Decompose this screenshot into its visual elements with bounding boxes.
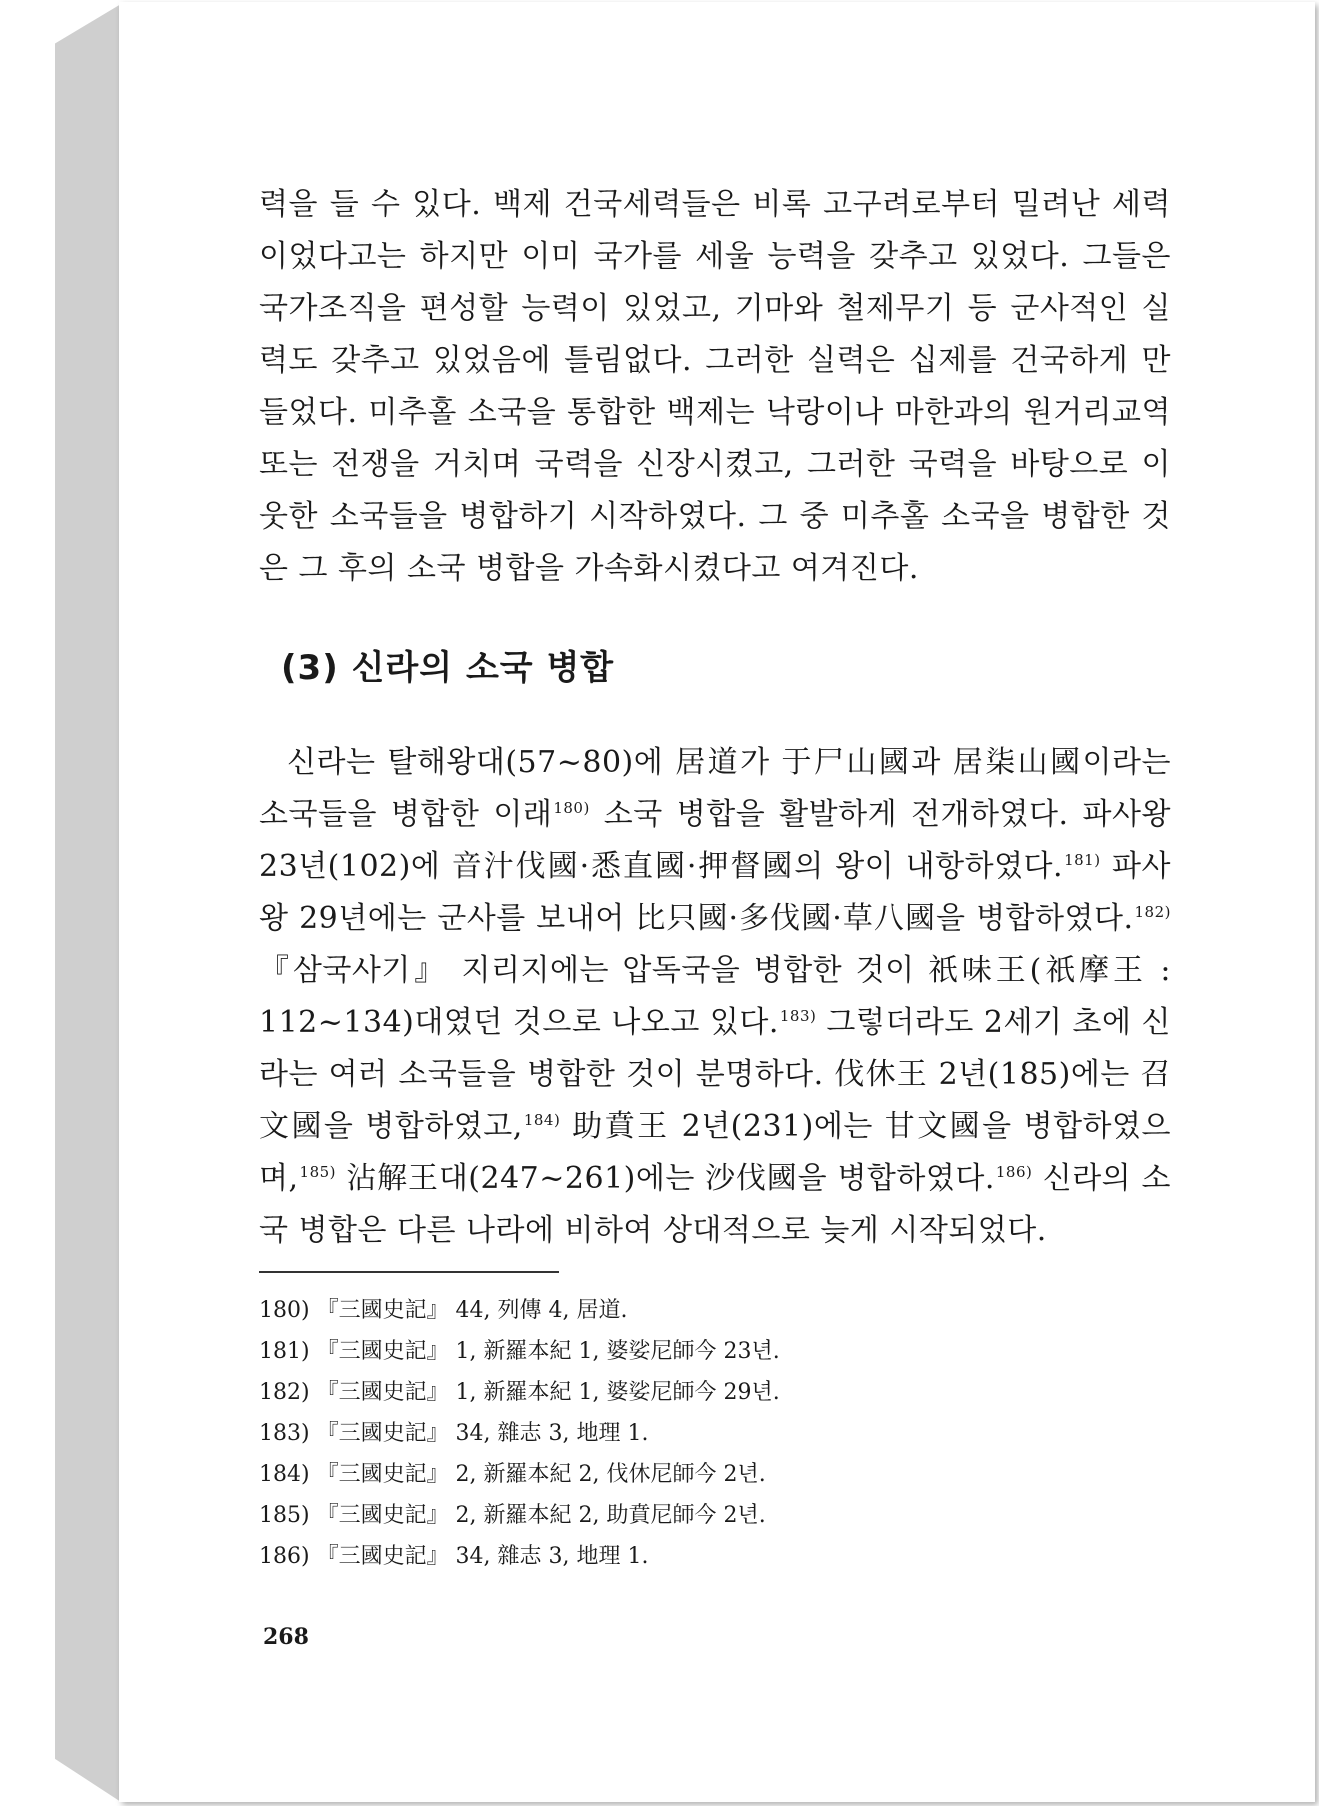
page-number: 268 bbox=[263, 1624, 309, 1650]
footnote-item: 185) 『三國史記』 2, 新羅本紀 2, 助賁尼師今 2년. bbox=[259, 1503, 766, 1528]
footnote-item: 184) 『三國史記』 2, 新羅本紀 2, 伐休尼師今 2년. bbox=[259, 1462, 766, 1487]
body-paragraph-1: 력을 들 수 있다. 백제 건국세력들은 비록 고구려로부터 밀려난 세력이었다고는 하지만 이미 국가를 세울 능력을 갖추고 있었다. 그들은 국가조직을 편성할 능력이 있었고, 기마와 철제무기 등 군사적인 실력도 갖추고 있었음에 틀림없다. 그러한 실력은 십제를 건국하게 만들었다. 미추홀 소국을 통합한 백제는 낙랑이나 마한과의 원거리교역 또는 전쟁을 거치며 국력을 신장시켰고, 그러한 국력을 바탕으로 이웃한 소국들을 병합하기 시작하였다. 그 중 미추홀 소국을 병합한 것은 그 후의 소국 병합을 가속화시켰다고 여겨진다. bbox=[259, 187, 1171, 586]
footnote-item: 181) 『三國史記』 1, 新羅本紀 1, 婆娑尼師今 23년. bbox=[259, 1339, 780, 1364]
book-page-edge bbox=[55, 4, 121, 1802]
footnote-item: 180) 『三國史記』 44, 列傳 4, 居道. bbox=[259, 1298, 628, 1323]
footnote-divider bbox=[259, 1271, 559, 1273]
paragraph-text: 助賁王 2년(231)에는 甘文國을 병합하였으며, bbox=[259, 1109, 1171, 1196]
paragraph-text: 그렇더라도 2세기 초에 신라는 여러 소국들을 병합한 것이 분명하다. 伐休王 2년(185)에는 召文國을 병합하였고, bbox=[259, 1005, 1171, 1144]
footnote-ref-184: 184) bbox=[523, 1111, 561, 1129]
paragraph-text: 파사왕 29년에는 군사를 보내어 比只國·多伐國·草八國을 병합하였다. bbox=[259, 849, 1172, 936]
book-page bbox=[119, 2, 1315, 1802]
paragraph-text: 소국 병합을 활발하게 전개하였다. 파사왕 23년(102)에 音汁伐國·悉直國·押督國의 왕이 내항하였다. bbox=[259, 797, 1171, 884]
footnote-ref-181: 181) bbox=[1064, 851, 1101, 869]
section-heading: (3) 신라의 소국 병합 bbox=[281, 648, 615, 688]
footnote-item: 182) 『三國史記』 1, 新羅本紀 1, 婆娑尼師今 29년. bbox=[259, 1380, 780, 1405]
body-paragraph-2 bbox=[259, 737, 1171, 1257]
footnote-ref-180: 180) bbox=[553, 799, 590, 817]
paragraph-text: 『삼국사기』 지리지에는 압독국을 병합한 것이 祇味王(祇摩王 : 112~134)대였던 것으로 나오고 있다. bbox=[259, 953, 1171, 1040]
paragraph-text: 신라는 탈해왕대(57~80)에 居道가 于尸山國과 居柒山國이라는 소국들을 병합한 이래 bbox=[259, 745, 1171, 832]
paragraph-text: 沾解王대(247~261)에는 沙伐國을 병합하였다. bbox=[336, 1161, 995, 1196]
footnote-ref-183: 183) bbox=[779, 1007, 817, 1025]
footnote-list bbox=[259, 1290, 780, 1577]
footnote-ref-186: 186) bbox=[995, 1163, 1033, 1181]
footnote-ref-185: 185) bbox=[299, 1163, 337, 1181]
footnote-item: 186) 『三國史記』 34, 雜志 3, 地理 1. bbox=[259, 1544, 649, 1569]
paragraph-text: 신라의 소국 병합은 다른 나라에 비하여 상대적으로 늦게 시작되었다. bbox=[259, 1161, 1171, 1248]
footnote-item: 183) 『三國史記』 34, 雜志 3, 地理 1. bbox=[259, 1421, 649, 1446]
footnote-ref-182: 182) bbox=[1134, 903, 1171, 921]
